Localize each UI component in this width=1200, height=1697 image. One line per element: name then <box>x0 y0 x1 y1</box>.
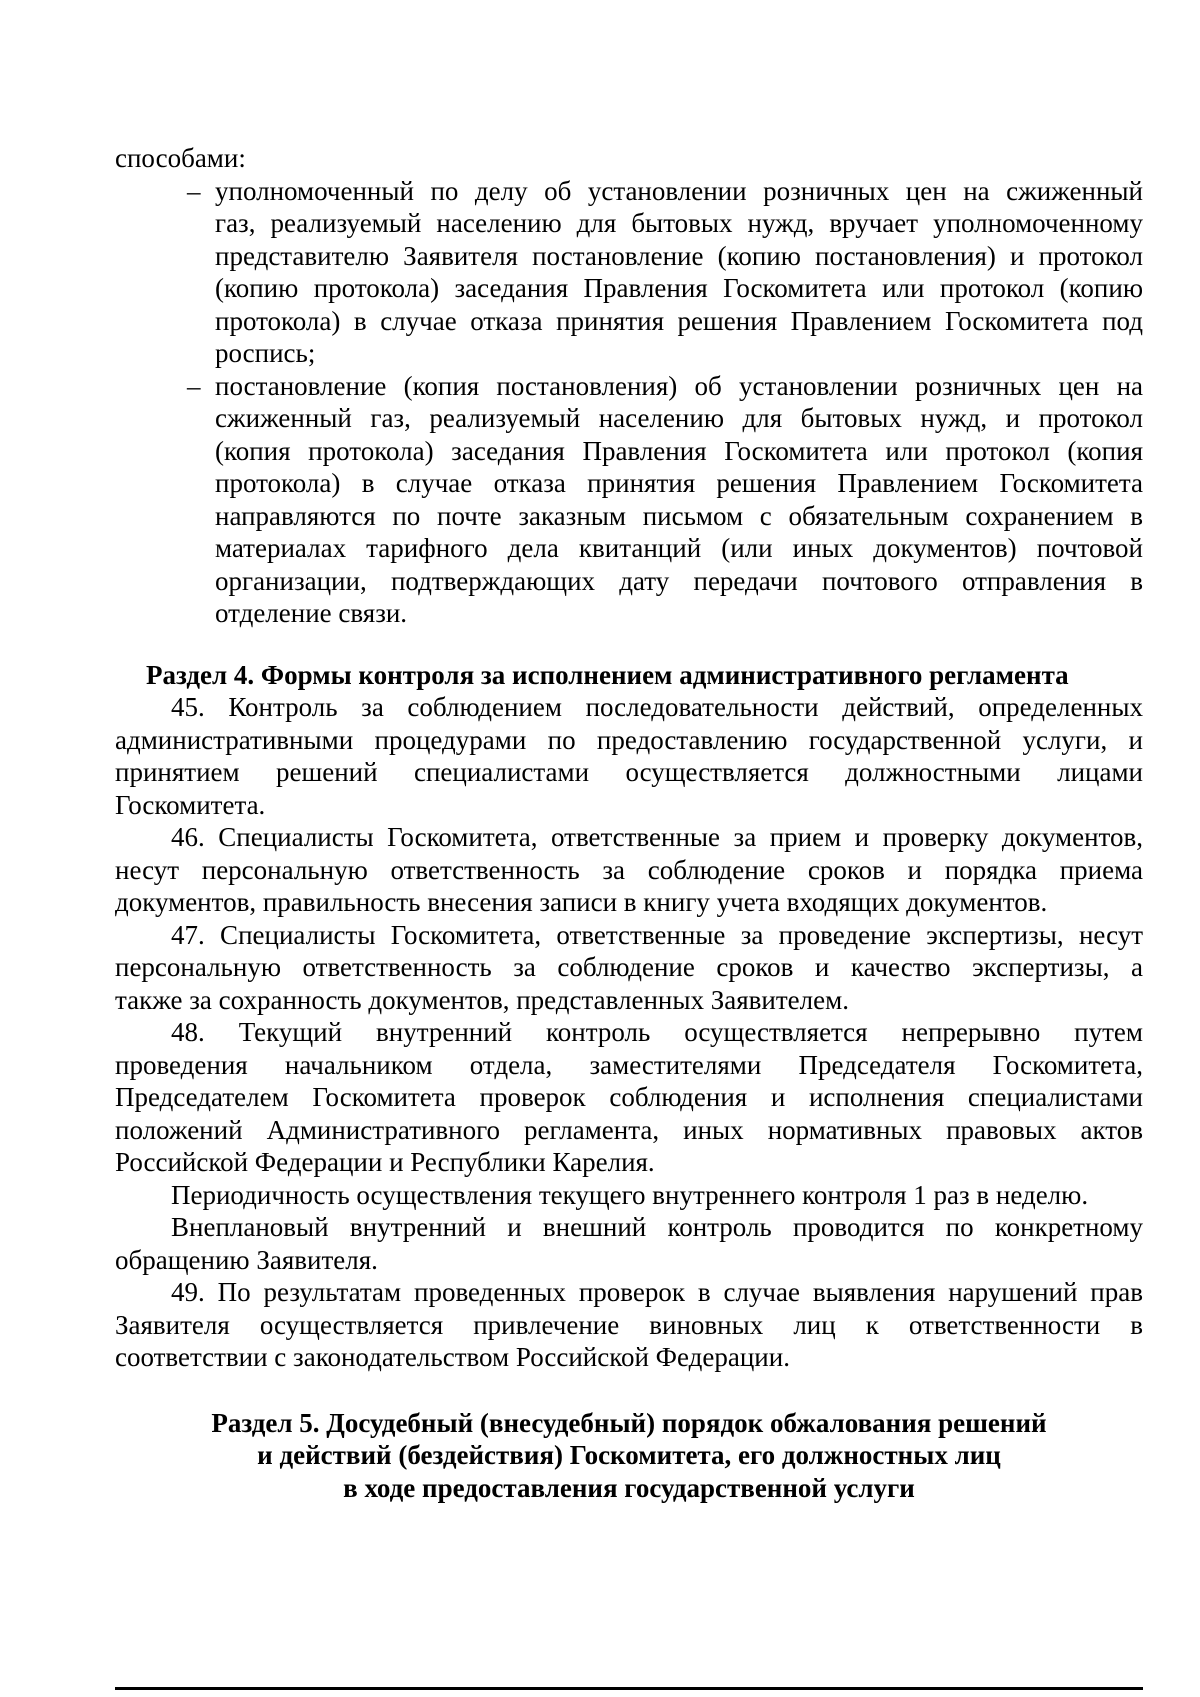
section-5-heading <box>115 1407 1143 1505</box>
paragraph-line: Внеплановый внутренний и внешний контроль проводится по конкретному <box>171 1212 1143 1242</box>
intro-text: способами: <box>115 143 246 173</box>
paragraph-line: 45. Контроль за соблюдением последовательности действий, определенных <box>171 692 1143 722</box>
paragraph-periodicity <box>115 1179 1143 1212</box>
footnote-separator-line <box>115 1687 1143 1690</box>
paragraph-48 <box>115 1016 1143 1179</box>
list-item <box>187 175 1143 370</box>
bullet-dash: – <box>187 370 201 401</box>
paragraph-line: 48. Текущий внутренний контроль осуществляется непрерывно путем <box>171 1017 1143 1047</box>
section-5-heading-line: и действий (бездействия) Госкомитета, его должностных лиц <box>257 1440 1001 1470</box>
list-item <box>187 370 1143 630</box>
list-item-line: отделение связи. <box>215 598 408 628</box>
bullet-dash: – <box>187 175 201 206</box>
paragraph-line: положений Административного регламента, иных нормативных правовых актов <box>115 1114 1143 1145</box>
paragraph-line: 49. По результатам проведенных проверок в случае выявления нарушений прав <box>171 1277 1143 1307</box>
page-content <box>115 142 1143 1504</box>
paragraph-45 <box>115 691 1143 821</box>
paragraph-line: Периодичность осуществления текущего внутреннего контроля 1 раз в неделю. <box>171 1179 1089 1210</box>
list-item-line: постановление (копия постановления) об установлении розничных цен на <box>215 370 1143 401</box>
list-item-line: протокола) в случае отказа принятия решения Правлением Госкомитета под <box>215 305 1143 336</box>
paragraph-line: 46. Специалисты Госкомитета, ответственные за прием и проверку документов, <box>171 822 1143 852</box>
paragraph-line: обращению Заявителя. <box>115 1244 378 1275</box>
list-item-line: организации, подтверждающих дату передачи почтового отправления в <box>215 565 1143 596</box>
list-item-line: газ, реализуемый населению для бытовых нужд, вручает уполномоченному <box>215 208 1143 238</box>
paragraph-49 <box>115 1276 1143 1374</box>
paragraph-line: также за сохранность документов, представленных Заявителем. <box>115 984 849 1015</box>
list-item-line: роспись; <box>215 338 316 368</box>
paragraph-line: соответствии с законодательством Российской Федерации. <box>115 1342 790 1372</box>
list-item-line: уполномоченный по делу об установлении розничных цен на сжиженный <box>215 175 1143 206</box>
list-item-line: протокола) в случае отказа принятия решения Правлением Госкомитета <box>215 468 1143 498</box>
paragraph-line: проведения начальником отдела, заместителями Председателя Госкомитета, <box>115 1049 1143 1080</box>
paragraph-46 <box>115 821 1143 919</box>
paragraph-line: Председателем Госкомитета проверок соблюдения и исполнения специалистами <box>115 1082 1143 1112</box>
section-4-heading: Раздел 4. Формы контроля за исполнением административного регламента <box>146 659 1069 690</box>
list-item-line: (копия протокола) заседания Правления Госкомитета или протокол (копия <box>215 435 1143 466</box>
list-item-line: представителю Заявителя постановление (копию постановления) и протокол <box>215 240 1143 271</box>
section-5-heading-line: в ходе предоставления государственной услуги <box>343 1472 915 1503</box>
paragraph-line: персональную ответственность за соблюдение сроков и качество экспертизы, а <box>115 952 1143 982</box>
list-item-line: материалах тарифного дела квитанций (или иных документов) почтовой <box>215 533 1143 563</box>
paragraph-line: Заявителя осуществляется привлечение виновных лиц к ответственности в <box>115 1309 1143 1340</box>
paragraph-line: 47. Специалисты Госкомитета, ответственные за проведение экспертизы, несут <box>171 919 1143 950</box>
list-item-line: сжиженный газ, реализуемый населению для бытовых нужд, и протокол <box>215 403 1143 433</box>
paragraph-line: принятием решений специалистами осуществляется должностными лицами <box>115 757 1143 787</box>
paragraph-line: административными процедурами по предоставлению государственной услуги, и <box>115 724 1143 755</box>
paragraph-unplanned-control <box>115 1211 1143 1276</box>
list-item-line: направляются по почте заказным письмом с обязательным сохранением в <box>215 500 1143 531</box>
paragraph-line: Российской Федерации и Республики Карелия. <box>115 1147 655 1177</box>
paragraph-line: Госкомитета. <box>115 789 266 820</box>
section-5-heading-line: Раздел 5. Досудебный (внесудебный) порядок обжалования решений <box>211 1407 1047 1438</box>
paragraph-line: несут персональную ответственность за соблюдение сроков и порядка приема <box>115 854 1143 885</box>
paragraph-47 <box>115 919 1143 1017</box>
paragraph-line: документов, правильность внесения записи в книгу учета входящих документов. <box>115 887 1048 917</box>
list-item-line: (копию протокола) заседания Правления Госкомитета или протокол (копию <box>215 273 1143 303</box>
